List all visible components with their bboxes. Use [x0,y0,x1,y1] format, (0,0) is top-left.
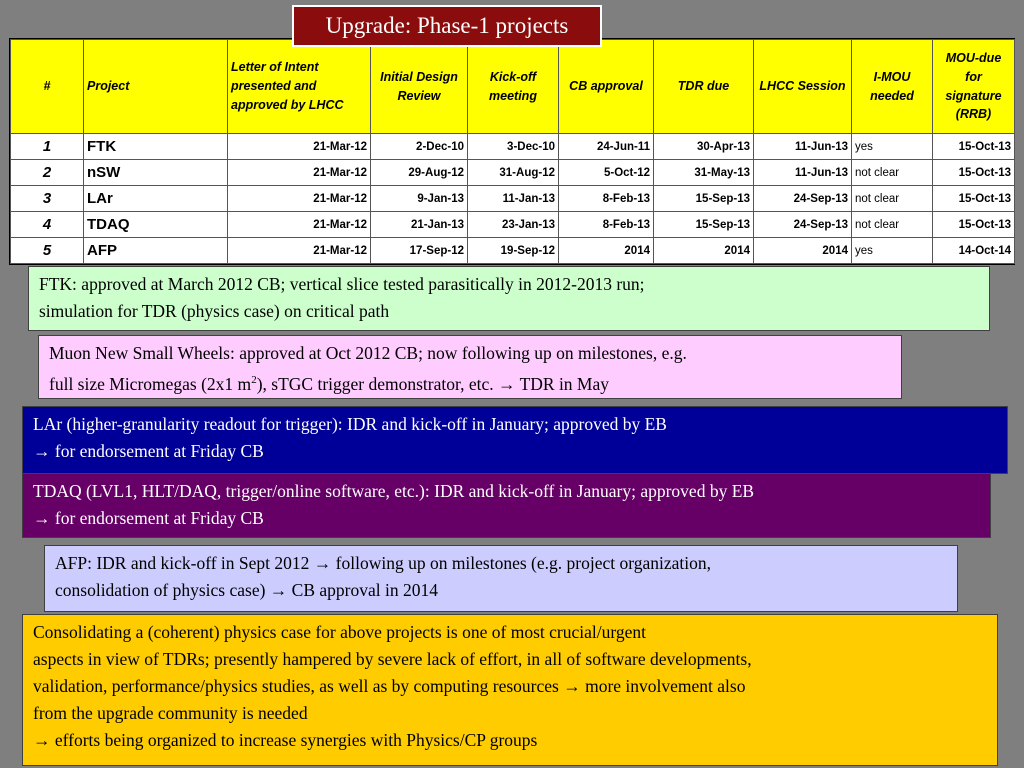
cell-lhcc-session: 24-Sep-13 [754,186,852,212]
cell-project: FTK [84,134,228,160]
cell-lhcc-session: 24-Sep-13 [754,212,852,238]
lar-note-line: LAr (higher-granularity readout for trigger): IDR and kick-off in January; approved by EB [33,414,667,434]
consolidating-note [22,614,998,766]
cell-tdr-due: 15-Sep-13 [654,186,754,212]
nsw-note-text: full size Micromegas (2x1 m [49,373,252,394]
cell-cb-approval: 2014 [559,238,654,264]
cell-mou-due: 14-Oct-14 [933,238,1015,264]
superscript: 2 [251,374,257,386]
cell-idr: 29-Aug-12 [371,160,468,186]
cell-kickoff: 23-Jan-13 [468,212,559,238]
cell-mou-due: 15-Oct-13 [933,212,1015,238]
header-cb-approval: CB approval [559,40,654,134]
cell-imou: yes [852,134,933,160]
cell-cb-approval: 8-Feb-13 [559,186,654,212]
cell-idr: 21-Jan-13 [371,212,468,238]
cell-cb-approval: 24-Jun-11 [559,134,654,160]
projects-table [10,39,1015,264]
ftk-note-line: FTK: approved at March 2012 CB; vertical slice tested parasitically in 2012-2013 run; [39,274,645,294]
header-tdr-due: TDR due [654,40,754,134]
cell-imou: not clear [852,160,933,186]
afp-note [44,545,958,612]
nsw-note [38,335,902,399]
cell-project: LAr [84,186,228,212]
projects-table-container [9,38,1015,265]
table-row [11,212,1015,238]
cell-mou-due: 15-Oct-13 [933,160,1015,186]
cell-loi: 21-Mar-12 [228,238,371,264]
consolidating-note-line: validation, performance/physics studies, as well as by computing resources → more involvement also [33,676,746,696]
cell-number: 5 [11,238,84,264]
consolidating-note-line: aspects in view of TDRs; presently hampered by severe lack of effort, in all of software developments, [33,649,752,669]
cell-tdr-due: 30-Apr-13 [654,134,754,160]
afp-note-line: consolidation of physics case) → CB approval in 2014 [55,580,438,600]
cell-kickoff: 3-Dec-10 [468,134,559,160]
tdaq-note-line: → for endorsement at Friday CB [33,508,264,528]
table-row [11,160,1015,186]
cell-loi: 21-Mar-12 [228,160,371,186]
ftk-note-line: simulation for TDR (physics case) on critical path [39,301,390,321]
header-project: Project [84,40,228,134]
consolidating-note-line: Consolidating a (coherent) physics case for above projects is one of most crucial/urgent [33,622,646,642]
nsw-note-line: Muon New Small Wheels: approved at Oct 2012 CB; now following up on milestones, e.g. [49,343,687,363]
slide-title: Upgrade: Phase-1 projects [292,5,602,47]
cell-tdr-due: 31-May-13 [654,160,754,186]
cell-project: TDAQ [84,212,228,238]
cell-number: 2 [11,160,84,186]
header-number: # [11,40,84,134]
cell-kickoff: 19-Sep-12 [468,238,559,264]
header-initial-design-review: Initial Design Review [371,40,468,134]
cell-lhcc-session: 11-Jun-13 [754,134,852,160]
header-lhcc-session: LHCC Session [754,40,852,134]
table-row [11,186,1015,212]
tdaq-note [22,473,991,538]
cell-idr: 2-Dec-10 [371,134,468,160]
cell-kickoff: 11-Jan-13 [468,186,559,212]
cell-idr: 17-Sep-12 [371,238,468,264]
lar-note-line: → for endorsement at Friday CB [33,441,264,461]
cell-number: 4 [11,212,84,238]
cell-lhcc-session: 11-Jun-13 [754,160,852,186]
cell-loi: 21-Mar-12 [228,134,371,160]
cell-cb-approval: 8-Feb-13 [559,212,654,238]
cell-idr: 9-Jan-13 [371,186,468,212]
lar-note [22,406,1008,474]
cell-loi: 21-Mar-12 [228,186,371,212]
cell-number: 1 [11,134,84,160]
cell-tdr-due: 15-Sep-13 [654,212,754,238]
cell-mou-due: 15-Oct-13 [933,186,1015,212]
cell-number: 3 [11,186,84,212]
nsw-note-line [49,367,891,398]
cell-imou: not clear [852,186,933,212]
table-row [11,238,1015,264]
cell-project: nSW [84,160,228,186]
cell-project: AFP [84,238,228,264]
ftk-note [28,266,990,331]
table-header-row [11,40,1015,134]
cell-tdr-due: 2014 [654,238,754,264]
cell-cb-approval: 5-Oct-12 [559,160,654,186]
nsw-note-text: ), sTGC trigger demonstrator, etc. → TDR in May [256,373,610,394]
cell-imou: yes [852,238,933,264]
afp-note-line: AFP: IDR and kick-off in Sept 2012 → following up on milestones (e.g. project organization, [55,553,712,573]
cell-lhcc-session: 2014 [754,238,852,264]
header-imou-needed: I-MOU needed [852,40,933,134]
tdaq-note-line: TDAQ (LVL1, HLT/DAQ, trigger/online software, etc.): IDR and kick-off in January; approved by EB [33,481,755,501]
cell-kickoff: 31-Aug-12 [468,160,559,186]
table-row [11,134,1015,160]
header-mou-due: MOU-due for signature (RRB) [933,40,1015,134]
cell-loi: 21-Mar-12 [228,212,371,238]
header-kick-off-meeting: Kick-off meeting [468,40,559,134]
cell-imou: not clear [852,212,933,238]
cell-mou-due: 15-Oct-13 [933,134,1015,160]
header-letter-of-intent: Letter of Intent presented and approved by LHCC [228,40,371,134]
consolidating-note-line: → efforts being organized to increase synergies with Physics/CP groups [33,730,538,750]
consolidating-note-line: from the upgrade community is needed [33,703,308,723]
